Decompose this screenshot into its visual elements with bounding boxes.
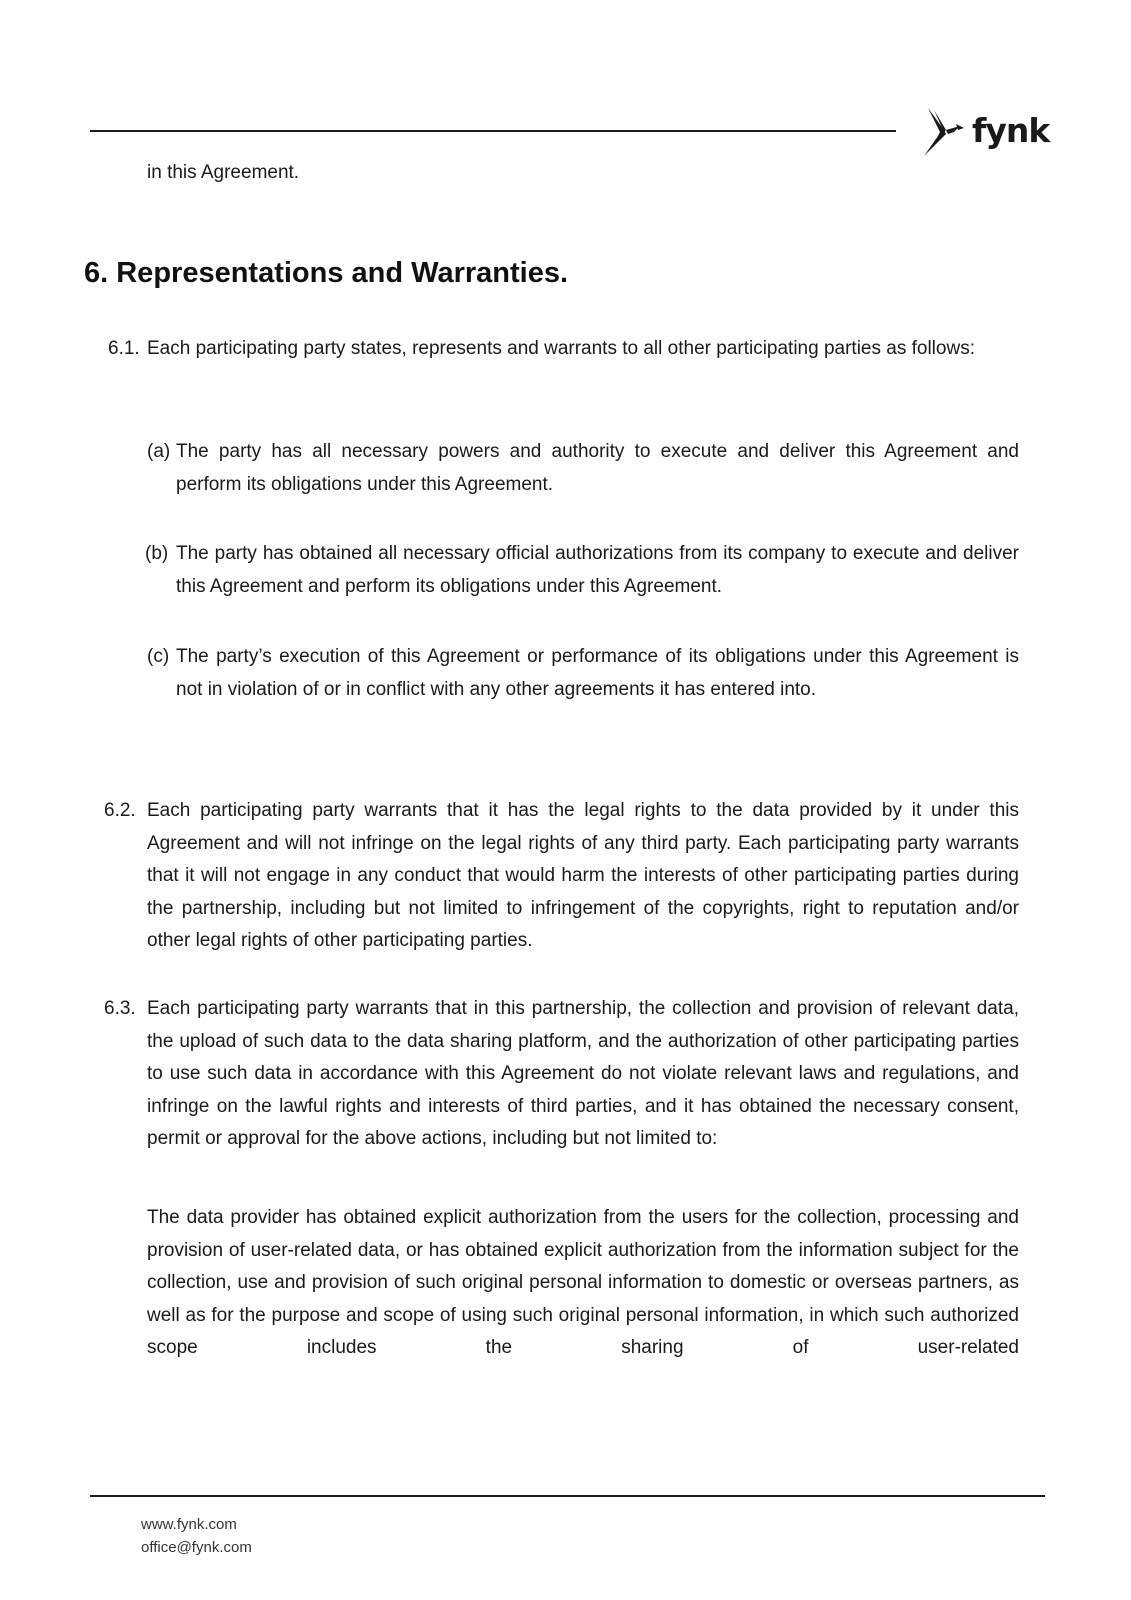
- continuation-text: in this Agreement.: [147, 162, 300, 183]
- section-title: 6. Representations and Warranties.: [84, 257, 569, 289]
- clause-number-6-2: 6.2.: [104, 800, 136, 821]
- item-label-b: (b): [145, 543, 169, 564]
- footer-email-link[interactable]: office@fynk.com: [141, 1539, 252, 1556]
- clause-6-2-text: Each participating party warrants that it has the legal rights to the data provided by it under this Agreement and will not infringe on the legal rights of any third party. Each participating party warrants that it will not engage in any conduct that would harm the interests of other participating parties during the partnership, including but not limited to infringement of the copyrights, right to reputation and/or other legal rights of other participating parties.: [147, 800, 1019, 951]
- brand-logo: [920, 104, 1049, 160]
- clause-6-3-detail-text: The data provider has obtained explicit authorization from the users for the collection, processing and provision of user-related data, or has obtained explicit authorization from the information subject for the collection, use and provision of such original personal information to domestic or overseas partners, as well as for the purpose and scope of using such original personal information, in which such authorized scope includes the sharing of user-related: [147, 1207, 1019, 1358]
- clause-6-3-text: Each participating party warrants that in this partnership, the collection and provision of relevant data, the upload of such data to the data sharing platform, and the authorization of other participating parties to use such data in accordance with this Agreement do not violate relevant laws and regulations, and infringe on the lawful rights and interests of third parties, and it has obtained the necessary consent, permit or approval for the above actions, including but not limited to:: [147, 998, 1019, 1149]
- item-c-text: The party’s execution of this Agreement or performance of its obligations under this Agreement is not in violation of or in conflict with any other agreements it has entered into.: [176, 646, 1019, 700]
- header-divider: [90, 130, 896, 132]
- clause-6-1-text: Each participating party states, represents and warrants to all other participating parties as follows:: [147, 338, 975, 359]
- item-label-a: (a): [147, 441, 171, 462]
- footer-website-link[interactable]: www.fynk.com: [141, 1516, 237, 1533]
- logo-wordmark: fynk: [972, 110, 1050, 150]
- item-a-text: The party has all necessary powers and authority to execute and deliver this Agreement and perform its obligations under this Agreement.: [176, 441, 1019, 495]
- clause-number-6-3: 6.3.: [104, 998, 136, 1019]
- item-b-text: The party has obtained all necessary official authorizations from its company to execute and deliver this Agreement and perform its obligations under this Agreement.: [176, 543, 1019, 597]
- item-label-c: (c): [147, 646, 170, 667]
- footer-divider: [90, 1495, 1045, 1497]
- clause-number-6-1: 6.1.: [108, 338, 140, 359]
- bird-logo-icon: [920, 106, 966, 158]
